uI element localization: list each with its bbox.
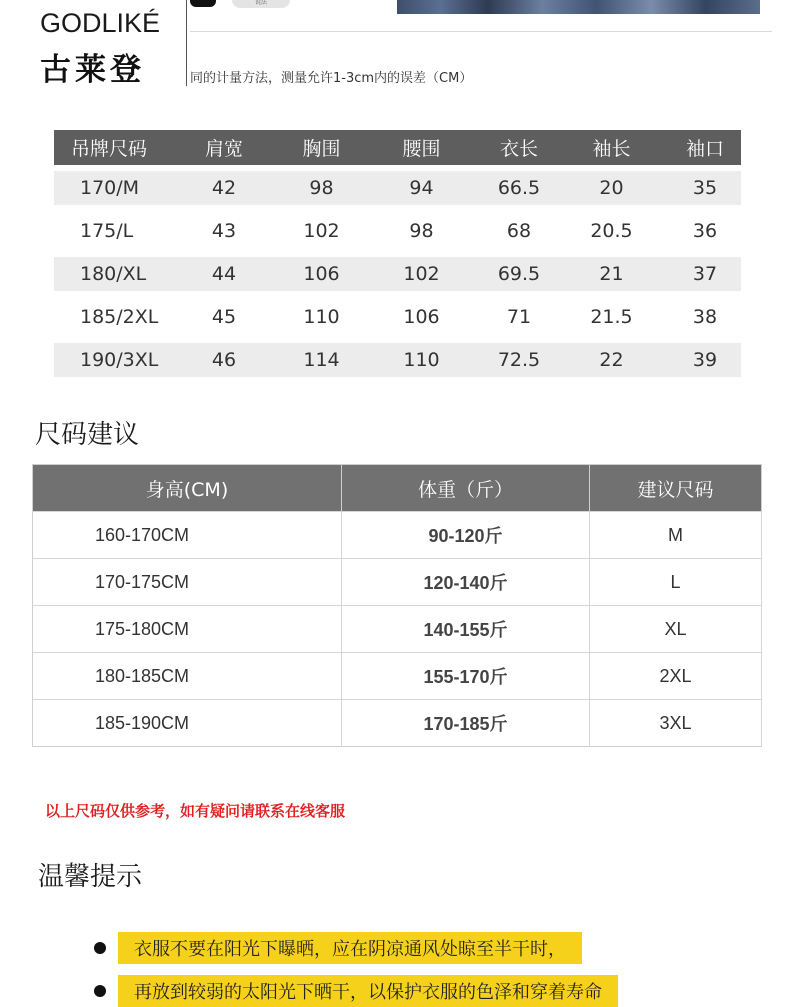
- size-chart-cell: 21: [599, 263, 624, 285]
- size-chart-cell: 21.5: [590, 306, 633, 328]
- size-chart-row: [54, 171, 741, 205]
- rec-weight-cell: 120-140斤: [342, 559, 590, 606]
- top-tab-dark: [190, 0, 216, 7]
- size-chart-cell: 185/2XL: [80, 306, 159, 328]
- size-chart-cell: 98: [409, 220, 434, 242]
- rec-weight-cell: 140-155斤: [342, 606, 590, 653]
- size-chart-cell: 180/XL: [80, 263, 147, 285]
- size-chart-cell: 43: [211, 220, 237, 242]
- size-chart-table: [54, 130, 741, 377]
- size-chart-cell: 20.5: [590, 220, 633, 242]
- rec-height-cell: 185-190CM: [33, 700, 342, 747]
- rec-table-row: [33, 559, 762, 606]
- rec-table-row: [33, 653, 762, 700]
- rec-table-header: [33, 465, 762, 512]
- size-chart-cell: 68: [506, 220, 532, 242]
- size-chart-cell: 106: [303, 263, 340, 285]
- brand-logo-cn: 古莱登: [40, 52, 145, 88]
- rec-size-cell: 2XL: [590, 653, 762, 700]
- size-chart-cell: 46: [211, 349, 237, 371]
- tip-item: [94, 932, 582, 964]
- size-recommendation-table: [32, 464, 762, 747]
- size-chart-cell: 69.5: [497, 263, 541, 285]
- rec-height-cell: 175-180CM: [33, 606, 342, 653]
- rec-col-header: 建议尺码: [590, 465, 762, 512]
- top-tab-label: 说法: [254, 0, 267, 6]
- rec-size-cell: M: [590, 512, 762, 559]
- header-divider: [186, 0, 187, 86]
- size-chart-col-header: 吊牌尺码: [70, 138, 147, 160]
- rec-size-cell: L: [590, 559, 762, 606]
- size-chart-cell: 37: [692, 263, 718, 285]
- size-chart-cell: 98: [309, 177, 334, 199]
- rec-table-row: [33, 700, 762, 747]
- size-chart-col-header: 胸围: [302, 138, 341, 160]
- size-chart-cell: 66.5: [497, 177, 541, 199]
- tip-item: [94, 975, 618, 1007]
- size-chart-row: [54, 257, 741, 291]
- measurement-note: 同的计量方法，测量允许1-3cm内的误差（CM）: [190, 71, 473, 86]
- tip-text: 衣服不要在阳光下曝晒，应在阴凉通风处晾至半干时，: [118, 932, 582, 964]
- size-chart-row: [54, 343, 741, 377]
- tips-title: 温馨提示: [38, 862, 143, 892]
- rec-weight-cell: 90-120斤: [342, 512, 590, 559]
- size-chart-cell: 39: [692, 349, 718, 371]
- header-rule: [190, 31, 772, 32]
- size-chart-col-header: 衣长: [499, 138, 538, 160]
- size-chart-cell: 35: [692, 177, 718, 199]
- rec-weight-cell: 155-170斤: [342, 653, 590, 700]
- size-chart-cell: 110: [403, 349, 440, 371]
- rec-weight-cell: 170-185斤: [342, 700, 590, 747]
- rec-height-cell: 160-170CM: [33, 512, 342, 559]
- rec-size-cell: XL: [590, 606, 762, 653]
- size-chart-row: [54, 214, 741, 248]
- size-chart-cell: 94: [409, 177, 434, 199]
- size-chart-col-header: 袖长: [592, 138, 631, 160]
- top-tab-light: [232, 0, 290, 8]
- size-chart-cell: 110: [303, 306, 340, 328]
- size-chart-cell: 190/3XL: [80, 349, 159, 371]
- rec-height-cell: 170-175CM: [33, 559, 342, 606]
- size-chart-cell: 22: [599, 349, 624, 371]
- tip-text: 再放到较弱的太阳光下晒干，以保护衣服的色泽和穿着寿命: [118, 975, 618, 1007]
- size-chart-cell: 170/M: [80, 177, 140, 199]
- rec-table-row: [33, 512, 762, 559]
- size-chart-col-header: 腰围: [402, 138, 441, 160]
- size-chart-cell: 45: [211, 306, 237, 328]
- size-chart-cell: 175/L: [80, 220, 134, 242]
- size-chart-cell: 71: [506, 306, 532, 328]
- size-chart-cell: 114: [303, 349, 340, 371]
- product-photo-strip: [397, 0, 760, 14]
- size-disclaimer: 以上尺码仅供参考，如有疑问请联系在线客服: [45, 802, 346, 820]
- size-recommendation-title: 尺码建议: [35, 420, 140, 450]
- size-chart-cell: 102: [403, 263, 440, 285]
- rec-size-cell: 3XL: [590, 700, 762, 747]
- rec-col-header: 身高(CM): [33, 465, 342, 512]
- size-chart-cell: 106: [403, 306, 440, 328]
- size-chart-cell: 72.5: [497, 349, 541, 371]
- size-chart-col-header: 肩宽: [204, 138, 243, 160]
- size-chart-cell: 44: [211, 263, 237, 285]
- size-chart-col-header: 袖口: [685, 138, 724, 160]
- size-chart-cell: 38: [692, 306, 718, 328]
- rec-col-header: 体重（斤）: [342, 465, 590, 512]
- size-chart-cell: 36: [692, 220, 718, 242]
- brand-logo-en: GODLIKÉ: [40, 8, 161, 38]
- rec-table-row: [33, 606, 762, 653]
- size-chart-header: [54, 130, 741, 165]
- rec-height-cell: 180-185CM: [33, 653, 342, 700]
- size-chart-row: [54, 300, 741, 334]
- size-chart-cell: 20: [599, 177, 624, 199]
- size-chart-cell: 42: [211, 177, 237, 199]
- size-chart-cell: 102: [303, 220, 340, 242]
- bullet-icon: [94, 985, 106, 997]
- bullet-icon: [94, 942, 106, 954]
